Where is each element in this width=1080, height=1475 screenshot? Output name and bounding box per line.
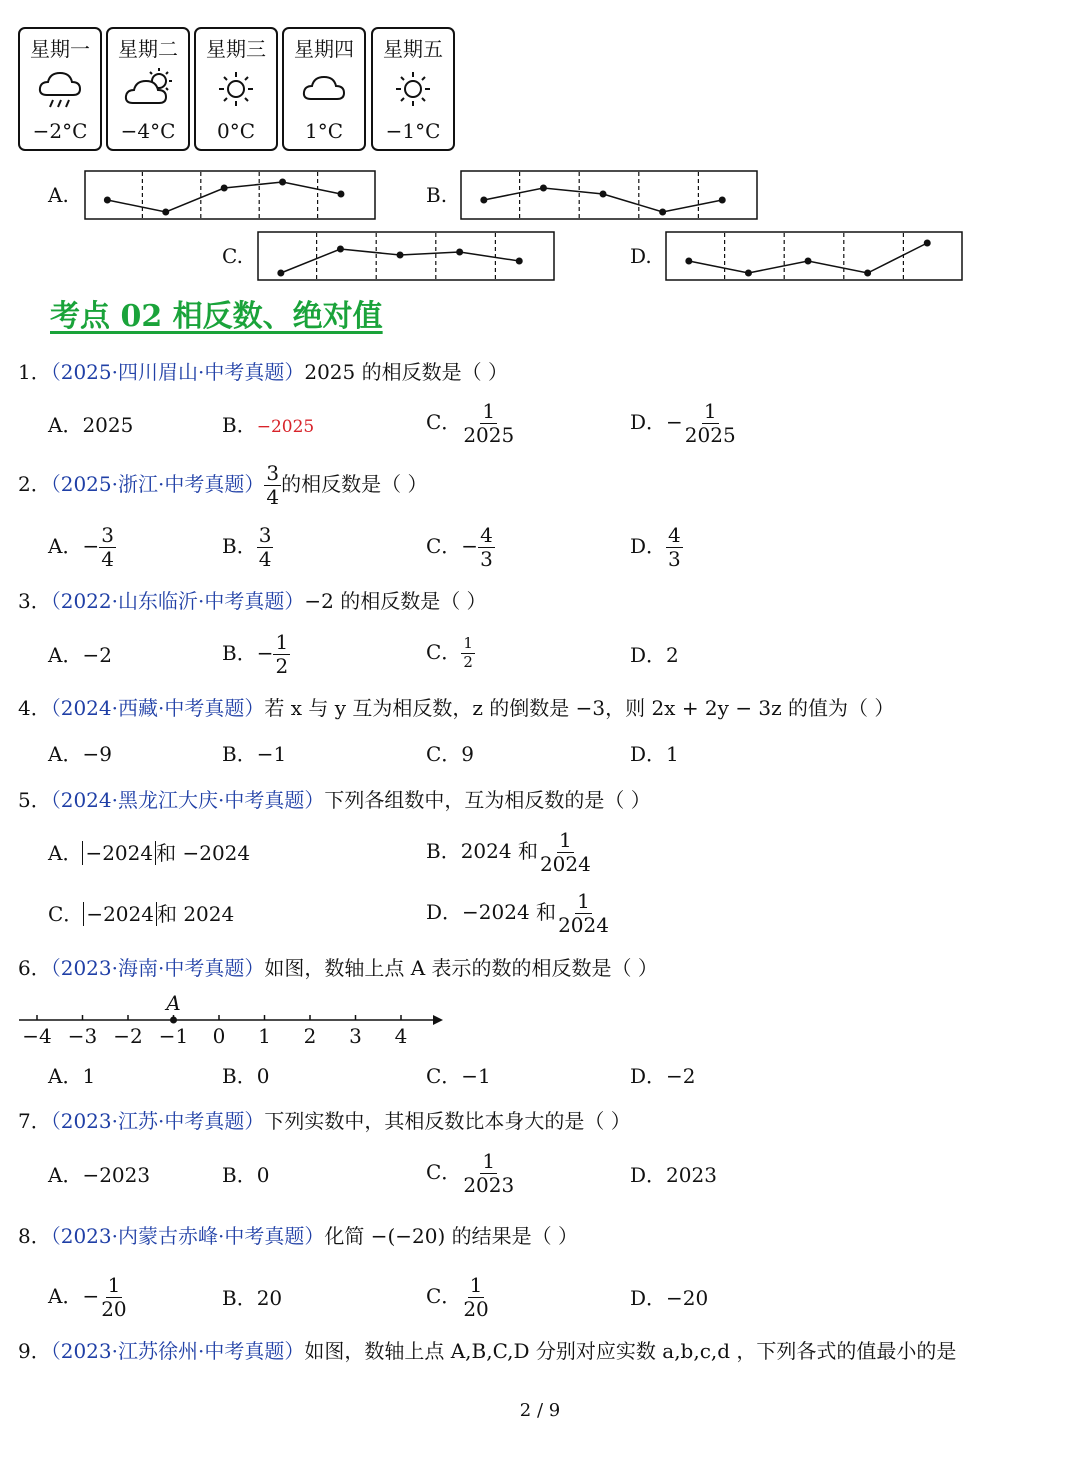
question-source: （2023·江苏·中考真题） (50, 1109, 265, 1133)
q7-option-d: D．2023 (630, 1163, 717, 1187)
rain-cloud-icon (35, 67, 85, 113)
tick-label: 1 (258, 1024, 271, 1048)
question-source: （2023·江苏徐州·中考真题） (50, 1339, 305, 1363)
weather-day: 星期一 (30, 37, 90, 61)
graph-point (685, 258, 692, 265)
graph-frame (666, 232, 962, 280)
weather-card-4 (282, 27, 366, 151)
weather-card-1 (18, 27, 102, 151)
graph-point (456, 249, 463, 256)
q5-option-d: D．−2024 和 $\frac{1}{2024}$ (426, 889, 609, 937)
weather-card-2 (106, 27, 190, 151)
graph-point (719, 197, 726, 204)
option-c-graph (257, 231, 555, 281)
q1-option-b: B．−2025 (222, 413, 315, 437)
option-b-graph (460, 170, 758, 220)
q4-option-d: D．1 (630, 742, 679, 766)
q3-option-c: C． $\frac{1}{2}$ (426, 634, 473, 671)
weather-day: 星期三 (206, 37, 266, 61)
tick-label: −4 (22, 1024, 52, 1048)
option-d-graph (665, 231, 963, 281)
question-source: （2025·浙江·中考真题） (50, 472, 265, 496)
q3-option-d: D．2 (630, 643, 679, 667)
graph-point (924, 240, 931, 247)
q8-option-a: A．− $\frac{1}{20}$ (48, 1273, 127, 1321)
q4-option-a: A．−9 (48, 742, 112, 766)
q2-option-b: B． $\frac{3}{4}$ (222, 523, 272, 571)
question-source: （2024·西藏·中考真题） (50, 696, 265, 720)
graph-frame (258, 232, 554, 280)
question-1 (18, 362, 508, 382)
graph-point (279, 179, 286, 186)
q5-option-c: C． −2024 和 2024 (48, 902, 235, 926)
tick-label: 2 (303, 1024, 317, 1048)
q5-option-a: A． −2024 和 −2024 (48, 841, 251, 865)
q8-option-b: B．20 (222, 1286, 283, 1310)
question-source: （2023·海南·中考真题） (50, 956, 265, 980)
weather-card-5 (371, 27, 455, 151)
question-source: （2023·内蒙古赤峰·中考真题） (50, 1224, 325, 1248)
q6-option-a: A．1 (48, 1064, 96, 1088)
graph-point (516, 258, 523, 265)
question-text: 如图，数轴上点 A 表示的数的相反数是（ ） (264, 956, 658, 980)
question-text: 的相反数是（ ） (281, 472, 428, 496)
question-2: 2．（2025·浙江·中考真题） $\frac{3}{4}$ 的相反数是（ ） (18, 461, 428, 509)
q1-option-c: C． $\frac{1}{2025}$ (426, 399, 515, 447)
weather-temp: −4°C (120, 119, 176, 143)
weather-day: 星期二 (118, 37, 178, 61)
question-text: 2025 的相反数是（ ） (304, 360, 508, 384)
arrow-icon (433, 1015, 443, 1025)
tick-label: 4 (394, 1024, 408, 1048)
question-text: 下列各组数中，互为相反数的是（ ） (324, 788, 651, 812)
graph-point (277, 270, 284, 277)
section-title: 考点 02 相反数、绝对值 (50, 299, 383, 334)
tick-label: 0 (212, 1024, 226, 1048)
graph-point (162, 209, 169, 216)
q4-option-b: B．−1 (222, 742, 287, 766)
q8-option-c: C． $\frac{1}{20}$ (426, 1273, 489, 1321)
question-8: 8．（2023·内蒙古赤峰·中考真题）化简 −(−20) 的结果是（ ） (18, 1224, 579, 1248)
weather-temp: 0°C (216, 119, 256, 143)
option-a-label: A. (48, 183, 69, 207)
question-source: （2025·四川眉山·中考真题） (50, 360, 305, 384)
question-text: 下列实数中，其相反数比本身大的是（ ） (264, 1109, 631, 1133)
graph-point (104, 197, 111, 204)
option-c-label: C. (222, 244, 243, 268)
option-a-graph (84, 170, 376, 220)
q4-option-c: C．9 (426, 742, 475, 766)
graph-point (864, 270, 871, 277)
q6-option-c: C．−1 (426, 1064, 491, 1088)
option-d-label: D. (630, 244, 652, 268)
graph-point (221, 185, 228, 192)
question-text: −2 的相反数是（ ） (304, 589, 487, 613)
page-number: 2 / 9 (519, 1400, 561, 1421)
q2-option-a: A．− $\frac{3}{4}$ (48, 523, 114, 571)
tick-label: 3 (349, 1024, 362, 1048)
graph-point (805, 258, 812, 265)
sun-icon (388, 67, 438, 113)
tick-label: −1 (158, 1024, 189, 1048)
tick-label: −2 (113, 1024, 143, 1048)
question-text: 若 x 与 y 互为相反数，z 的倒数是 −3，则 2x + 2y − 3z 的值为（ ） (264, 696, 895, 720)
point-a (170, 1017, 177, 1024)
weather-temp: −2°C (32, 119, 88, 143)
red-answer: −2025 (256, 417, 315, 437)
question-6: 6．（2023·海南·中考真题）如图，数轴上点 A 表示的数的相反数是（ ） (18, 956, 658, 980)
graph-point (540, 185, 547, 192)
q2-option-c: C．− $\frac{4}{3}$ (426, 523, 493, 571)
graph-point (480, 197, 487, 204)
graph-point (659, 209, 666, 216)
graph-point (745, 270, 752, 277)
q3-option-b: B．− $\frac{1}{2}$ (222, 630, 289, 678)
question-3: 3．（2022·山东临沂·中考真题）−2 的相反数是（ ） (18, 589, 487, 613)
question-source: （2024·黑龙江大庆·中考真题） (50, 788, 325, 812)
q1-option-d: D．− $\frac{1}{2025}$ (630, 399, 736, 447)
q3-option-a: A．−2 (48, 643, 112, 667)
q5-option-b: B．2024 和 $\frac{1}{2024}$ (426, 828, 591, 876)
q2-option-d: D． $\frac{4}{3}$ (630, 523, 681, 571)
q7-option-a: A．−2023 (48, 1163, 151, 1187)
point-a-label: A (166, 991, 181, 1015)
question-4: 4．（2024·西藏·中考真题）若 x 与 y 互为相反数，z 的倒数是 −3，则 2x + 2y − 3z 的值为（ ） (18, 696, 895, 720)
q8-option-d: D．−20 (630, 1286, 709, 1310)
weather-day: 星期四 (294, 37, 354, 61)
weather-temp: −1°C (385, 119, 441, 143)
weather-temp: 1°C (304, 119, 344, 143)
question-text: 如图，数轴上点 A,B,C,D 分别对应实数 a,b,c,d ，下列各式的值最小的是 (304, 1339, 957, 1363)
weather-day: 星期五 (383, 37, 443, 61)
q7-option-b: B．0 (222, 1163, 270, 1187)
q6-option-d: D．−2 (630, 1064, 696, 1088)
q6-option-b: B．0 (222, 1064, 270, 1088)
graph-point (337, 246, 344, 253)
question-9: 9．（2023·江苏徐州·中考真题）如图，数轴上点 A,B,C,D 分别对应实数 a,b,c,d ，下列各式的值最小的是 (18, 1339, 957, 1363)
cloud-icon (299, 67, 349, 113)
graph-point (337, 191, 344, 198)
question-7: 7．（2023·江苏·中考真题）下列实数中，其相反数比本身大的是（ ） (18, 1109, 631, 1133)
tick-label: −3 (67, 1024, 98, 1048)
question-number: 1． (18, 360, 51, 384)
q7-option-c: C． $\frac{1}{2023}$ (426, 1149, 515, 1197)
number-line (15, 990, 455, 1050)
question-source: （2022·山东临沂·中考真题） (50, 589, 305, 613)
q1-option-a: A．2025 (48, 413, 134, 437)
partly-sunny-icon (123, 67, 177, 113)
weather-card-3 (194, 27, 278, 151)
question-text: 化简 −(−20) 的结果是（ ） (324, 1224, 579, 1248)
question-5: 5．（2024·黑龙江大庆·中考真题）下列各组数中，互为相反数的是（ ） (18, 788, 651, 812)
option-b-label: B. (426, 183, 448, 207)
graph-point (397, 252, 404, 259)
graph-frame (85, 171, 375, 219)
graph-point (600, 191, 607, 198)
sun-icon (211, 67, 261, 113)
